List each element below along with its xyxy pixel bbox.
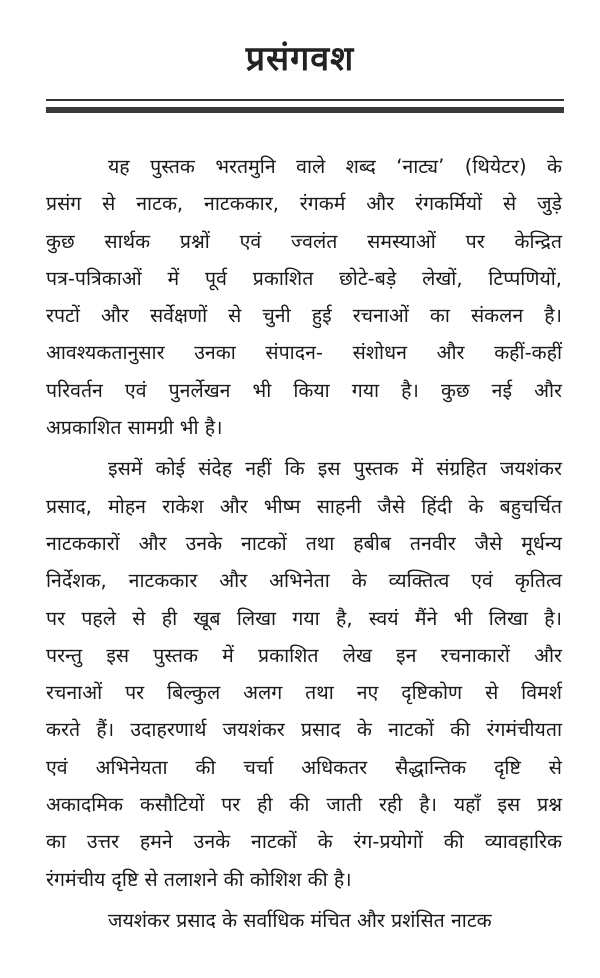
text-line: जयशंकर प्रसाद के सर्वाधिक मंचित और प्रशंसित नाटक (108, 908, 492, 932)
text-line: रंगमंचीय दृष्टि से तलाशने की कोशिश की है। (46, 867, 352, 891)
text-line: एवं अभिनेयता की चर्चा अधिकतर सैद्धान्तिक दृष्टि से (46, 755, 562, 779)
text-line: पर पहले से ही खूब लिखा गया है, स्वयं मैंने भी लिखा है। (46, 606, 562, 630)
text-line: प्रसंग से नाटक, नाटककार, रंगकर्म और रंगकर्मियों से जुड़े (46, 192, 562, 216)
text-line: आवश्यकतानुसार उनका संपादन- संशोधन और कहीं-कहीं (46, 341, 562, 365)
page-title: प्रसंगवश (245, 39, 355, 79)
title-rule-thin (46, 99, 564, 101)
text-line: निर्देशक, नाटककार और अभिनेता के व्यक्तित्व एवं कृतित्व (46, 569, 562, 593)
text-line: इसमें कोई संदेह नहीं कि इस पुस्तक में संग्रहित जयशंकर (108, 457, 562, 481)
paragraph (46, 148, 562, 446)
text-line: नाटककारों और उनके नाटकों तथा हबीब तनवीर जैसे मूर्धन्य (46, 531, 562, 555)
paragraph (46, 450, 562, 898)
text-line: अकादमिक कसौटियों पर ही की जाती रही है। यहाँ इस प्रश्न (46, 793, 562, 817)
text-line: अप्रकाशित सामग्री भी है। (46, 416, 223, 440)
text-line: रचनाओं पर बिल्कुल अलग तथा नए दृष्टिकोण से विमर्श (46, 681, 562, 705)
text-line: यह पुस्तक भरतमुनि वाले शब्द ‘नाट्य’ (थियेटर) के (108, 155, 562, 178)
title-rule-thick (46, 107, 564, 113)
body-text (46, 148, 562, 943)
text-line: करते हैं। उदाहरणार्थ जयशंकर प्रसाद के नाटकों की रंगमंचीयता (46, 718, 562, 742)
paragraph (46, 902, 562, 939)
text-line: कुछ सार्थक प्रश्नों एवं ज्वलंत समस्याओं पर केन्द्रित (46, 229, 562, 253)
text-line: प्रसाद, मोहन राकेश और भीष्म साहनी जैसे हिंदी के बहुचर्चित (46, 494, 562, 518)
text-line: परिवर्तन एवं पुनर्लेखन भी किया गया है। कुछ नई और (46, 378, 562, 402)
text-line: परन्तु इस पुस्तक में प्रकाशित लेख इन रचनाकारों और (46, 643, 562, 667)
text-line: का उत्तर हमने उनके नाटकों के रंग-प्रयोगों की व्यावहारिक (46, 830, 562, 854)
text-line: रपटों और सर्वेक्षणों से चुनी हुई रचनाओं का संकलन है। (46, 304, 562, 328)
text-line: पत्र-पत्रिकाओं में पूर्व प्रकाशित छोटे-बड़े लेखों, टिप्पणियों, (46, 266, 562, 290)
